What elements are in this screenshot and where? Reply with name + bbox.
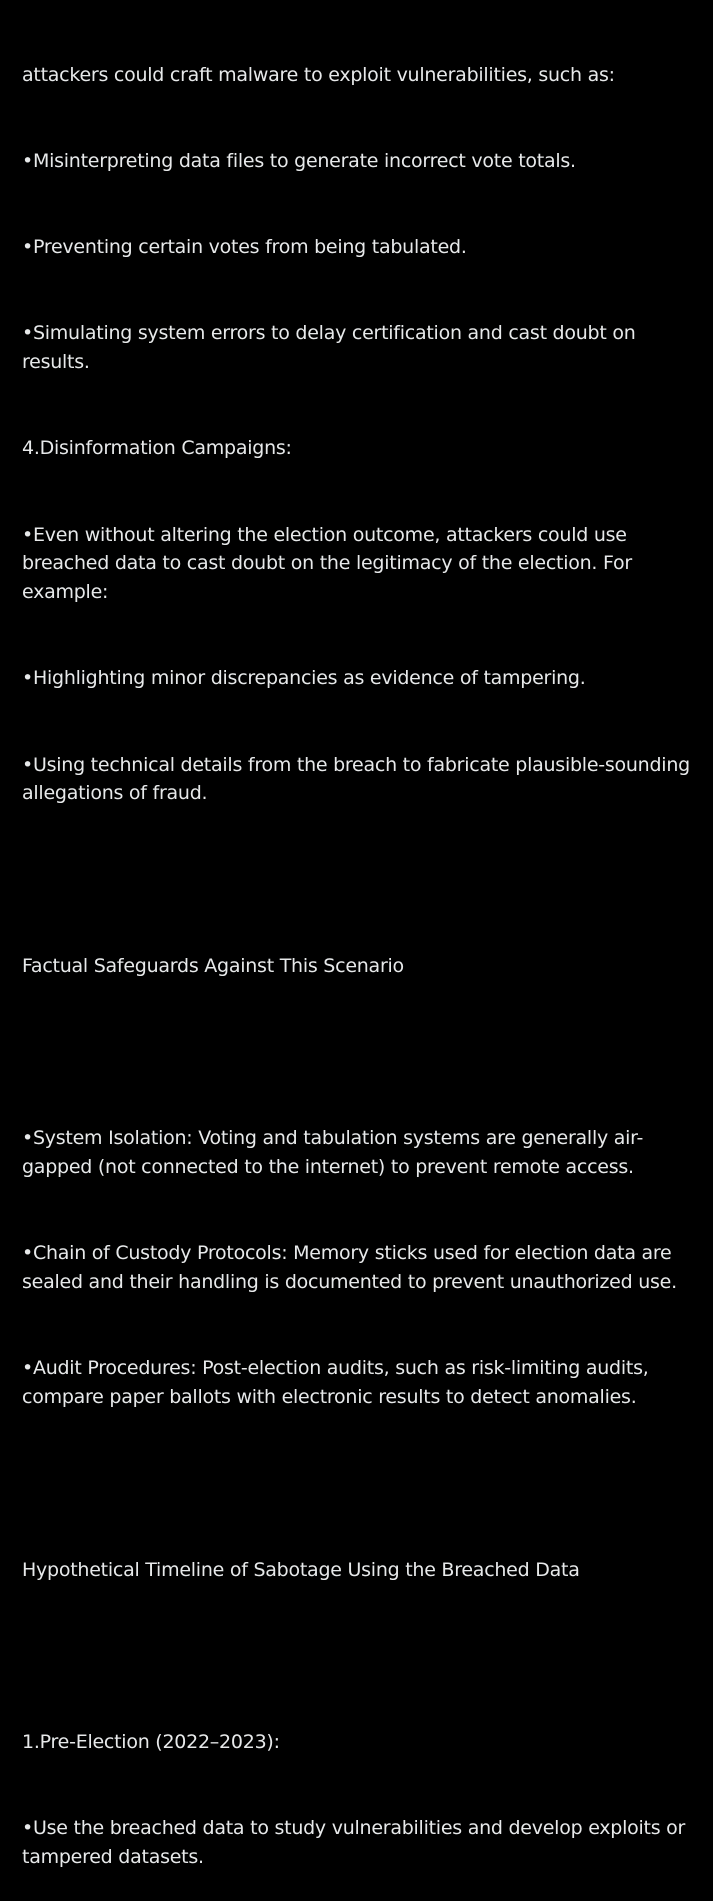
numbered-heading: 4.Disinformation Campaigns: [22,437,292,460]
bullet-item: •Simulating system errors to delay certification and cast doubt on results. [22,322,642,373]
blank-line [22,866,702,895]
bullet-item: •Audit Procedures: Post-election audits, such as risk-limiting audits, compare paper ballots with electronic results to detect anomalies. [22,1357,655,1408]
post-text-line: attackers could craft malware to exploit vulnerabilities, such as: [22,63,615,86]
bullet-item: •Chain of Custody Protocols: Memory sticks used for election data are sealed and their handling is documented to prevent unauthorized use. [22,1242,678,1293]
bullet-item: •System Isolation: Voting and tabulation systems are generally air-gapped (not connected to the internet) to prevent remote access. [22,1127,644,1178]
numbered-heading: 1.Pre-Election (2022–2023): [22,1731,280,1753]
bullet-item: •Preventing certain votes from being tabulated. [22,236,467,258]
section-heading-timeline: Hypothetical Timeline of Sabotage Using the Breached Data [22,1558,580,1581]
bullet-item: •Use the breached data to study vulnerabilities and develop exploits or tampered datasets. [22,1817,691,1868]
blank-line [22,1469,702,1498]
bullet-item: •Highlighting minor discrepancies as evidence of tampering. [22,667,586,690]
blank-line [22,1038,702,1067]
bullet-item: •Misinterpreting data files to generate incorrect vote totals. [22,149,576,172]
blank-line [22,1642,702,1671]
section-heading-safeguards: Factual Safeguards Against This Scenario [22,954,404,977]
bullet-item: •Even without altering the election outcome, attackers could use breached data to cast doubt on the legitimacy of the election. For example: [22,523,638,603]
post-body [22,3,702,1901]
bullet-item: •Using technical details from the breach to fabricate plausible-sounding allegations of fraud. [22,753,696,805]
